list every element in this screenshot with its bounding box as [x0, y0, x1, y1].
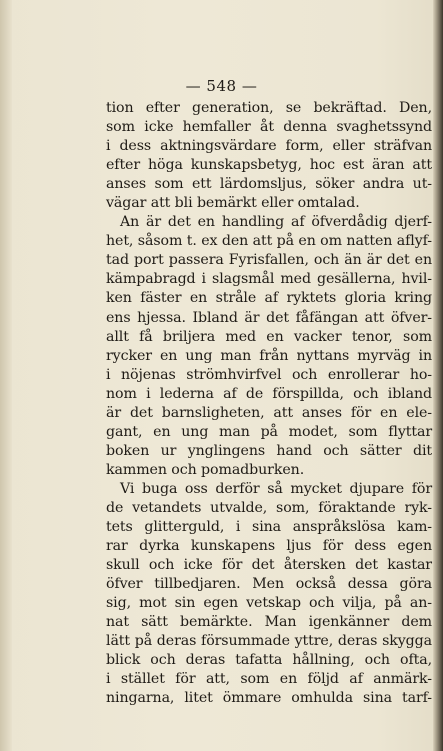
body-text: [106, 99, 432, 709]
text-line: boken ur ynglingens hand och sätter dit: [106, 442, 432, 459]
text-line: gant, en ung man på modet, som flyttar: [106, 423, 432, 440]
text-line: nom i lederna af de förspillda, och ibland: [106, 385, 432, 402]
text-line: ens hjessa. Ibland är det fåfängan att öfver-: [106, 309, 432, 326]
text-line: Vi buga oss derför så mycket djupare för: [120, 480, 432, 497]
text-line: anses som ett lärdomsljus, söker andra ut-: [106, 176, 432, 193]
text-line: är det barnsligheten, att anses för en ele-: [106, 404, 432, 421]
text-line: tad port passera Fyrisfallen, och än är det en: [106, 252, 432, 269]
text-line: sig, mot sin egen vetskap och vilja, på an-: [106, 595, 432, 612]
text-line: skull och icke för det återsken det kastar: [106, 557, 432, 574]
text-line: blick och deras tafatta hållning, och ofta,: [106, 652, 432, 669]
text-line: i nöjenas strömhvirfvel och enrollerar ho-: [106, 366, 432, 383]
text-line: kämpabragd i slagsmål med gesällerna, hvil-: [106, 271, 432, 288]
text-line: het, såsom t. ex den att på en om natten aflyf-: [106, 233, 432, 250]
text-line: ningarna, litet ömmare omhulda sina tarf-: [106, 690, 432, 707]
text-line: de vetandets utvalde, som, föraktande ryk-: [106, 499, 432, 516]
text-line: rycker en ung man från nyttans myrväg in: [106, 347, 432, 364]
page-gutter: [0, 0, 12, 751]
text-line: tion efter generation, se bekräftad. Den,: [106, 100, 432, 116]
text-line: i dess aktningsvärdare form, eller sträfvan: [106, 138, 432, 155]
text-line: rar dyrka kunskapens ljus för dess egen: [106, 538, 432, 555]
text-line: i stället för att, som en följd af anmärk-: [106, 671, 432, 688]
page-number: — 548 —: [185, 77, 258, 95]
text-line: lätt på deras försummade yttre, deras skygga: [106, 633, 432, 650]
text-line: kammen och pomadburken.: [106, 461, 305, 478]
text-line: allt få briljera med en vacker tenor, som: [106, 328, 432, 345]
text-line: An är det en handling af öfverdådig djerf-: [120, 214, 432, 231]
text-line: nat sätt bemärkte. Man igenkänner dem: [106, 614, 432, 631]
text-line: vägar att bli bemärkt eller omtalad.: [106, 195, 360, 212]
text-line: öfver tillbedjaren. Men också dessa göra: [106, 576, 432, 593]
page-edge: [433, 0, 443, 751]
text-line: tets glitterguld, i sina anspråkslösa kam-: [106, 519, 432, 536]
text-line: ken fäster en stråle af ryktets gloria kring: [106, 290, 432, 307]
text-line: som icke hemfaller åt denna svaghetssynd: [106, 119, 432, 136]
text-line: efter höga kunskapsbetyg, hoc est äran att: [106, 157, 432, 174]
